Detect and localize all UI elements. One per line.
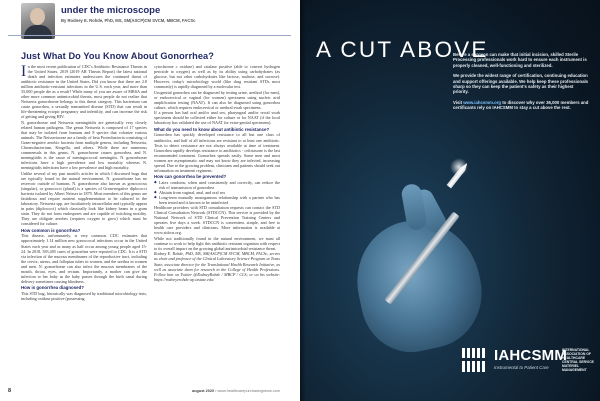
brand-tagline: Instrumental to Patient Care xyxy=(494,365,549,370)
body-paragraph: This STD bug, historically was diagnosed by traditional microbiology tests, including oxidase positive (possessing xyxy=(21,291,147,302)
body-paragraph: N. gonorrhoeae and Neisseria meningitidis are genetically very closely related human pathogens. The genus Neisseria is composed of 17 species that may be isolated from humans and 8 species that colonize various animals. The Neisseriaceae are a family of beta Proteobacteria consisting of Gram-negative aerobic bacteria from multiple genera, including Neisseria, Chromobacterium, Kingella, and others. While there are numerous commensals in this genus, N. gonorrhoeae causes gonorrhea, and N. meningitidis is the cause of meningococcal meningitis. N. gonorrhoeae infections have a high prevalence and low mortality whereas N. meningitidis infections have a low prevalence and high mortality. xyxy=(21,119,147,171)
body-paragraph: cytochrome c oxidase) and catalase positive (able to convert hydrogen peroxide to oxygen) as well as by its ability using carbohydrates (as glucose, but not other carbohydrates like lactose, maltose, and sucrose). However, today's microbiology world (like drug resistant STDs most commonly) is rapidly diagnosed by a molecular test. xyxy=(154,64,280,90)
gloved-hand xyxy=(346,209,492,362)
ad-paragraph: Before a surgeon can make that initial incision, skilled Sterile Processing professionals work hard to ensure each instrument is properly cleaned, well-functioning and sterilized. xyxy=(453,52,587,68)
blade-glint xyxy=(450,158,468,176)
list-item: ◆ Abstain from vaginal, anal, and oral sex xyxy=(154,190,280,195)
section-heading: How is gonorrhea diagnosed? xyxy=(21,285,84,291)
advertisement-page xyxy=(300,0,600,401)
body-paragraph: Healthcare providers with STD consultation requests can contact the STD Clinical Consultation Network (STDCCN). This service is provided by the National Network of STD Clinical Prevention Training Centers and operates five days a week. STDCCN is convenient, simple, and free to health care providers and clinicians. More information is available at www.stdccn.org. xyxy=(154,205,280,236)
body-paragraph: While not traditionally found in the natural environment, we must all continue to work to help fight this antibiotic resistant organism with respect to its overall impact on the growing global antimicrobial resistance threat. xyxy=(154,235,280,251)
body-paragraph: This disease, unfortunately, is very common. CDC estimates that approximately 1.14 million new gonococcal infections occur in the United States each year and as many as half occur among young people aged 15-24. In 2018, 583,405 cases of gonorrhea were reported to CDC. It is a STD via infection of the mucous membranes of the reproductive tract, including the cervix, uterus, and fallopian tubes in women, and the urethra in women and men. N. gonorrhoeae can also infect the mucous membranes of the mouth, throat, eyes, and rectum. Importantly, a mother can give the infection to her baby as the baby passes through the birth canal during delivery sometimes causing blindness. xyxy=(21,233,147,284)
brand-full-name: INTERNATIONAL ASSOCIATION OF HEALTHCARE CENTRAL SERVICE MATERIEL MANAGEMENT xyxy=(562,348,594,373)
iahcsmm-logo-icon xyxy=(460,346,489,374)
ad-body-copy xyxy=(453,52,589,116)
body-paragraph: Gonorrhea has quickly developed resistance to all but one class of antibiotics, and half of all infections are resistant to at least one antibiotic. Tests to detect resistance are not always available at time of treatment. Gonorrhea rapidly develops resistance to antibiotics - ceftriaxone is the last recommended treatment. Gonorrhea spreads easily. Some men and most women are asymptomatic and may not know they are infected, increasing spread. Due to the growing problem, clinicians and patients should seek out information on treatment regimens. xyxy=(154,132,280,173)
section-heading: How common is gonorrhea? xyxy=(21,227,81,233)
body-paragraph: If a person has had oral and/or anal sex, pharyngeal and/or rectal swab specimens should be collected either for culture or for NAAT (if the local laboratory has validated the use of NAAT for extra-genital specimens). xyxy=(154,110,280,126)
intro-paragraph xyxy=(21,64,147,120)
article-title: Just What Do You Know About Gonorrhea? xyxy=(21,51,214,61)
article-column-1 xyxy=(21,64,147,384)
prevention-list xyxy=(154,180,280,205)
article-column-2 xyxy=(154,64,280,384)
website-link[interactable]: www.iahcsmm.org xyxy=(463,99,502,105)
ad-headline: A CUT ABOVE xyxy=(316,37,489,62)
footer-site: www.healthcarepurchasingnews.com xyxy=(217,389,280,393)
column-series-title: under the microscope xyxy=(61,5,161,16)
author-bio: Rodney E. Rohde, PhD, MS, SM(ASCP)CM SVCM, MBCM, FACSc, serves as chair and professor of the Clinical Laboratory Science Program at Texas State, associate director for the Translational Health Research Initiative, as well as associate dean for research in the College of Health Professions. Follow him on Twitter @RodneyRohde / MBCP / CLS; or on his website: https://rodneyerohde.wp.txstate.edu/ xyxy=(154,251,280,282)
intro-text: n the most recent publication of CDC's Antibiotic Resistance Threats in the United States, 2019 (2019 AR Threats Report) the latest national death and infection estimates underscores the continued threat of antibiotic resistance in the United States. Did you know that there are 2.8 million antibiotic-resistant infections in the U.S. each year, and more than 35,000 people die as a result? While many of you are aware of MRSA and other more common antimicrobial threats, most people do not realize that Neisseria gonorrhoeae belongs to this threat category. This bacterium can cause gonorrhea, a sexually transmitted disease (STD) that can result in life-threatening ectopic pregnancy and infertility, and can increase the risk of getting and giving HIV. xyxy=(21,64,147,120)
list-item: ◆ Long-term mutually monogamous relationship with a partner who has been tested and is known to be uninfected xyxy=(154,195,280,205)
body-paragraph: Urogenital gonorrhea can be diagnosed by testing urine, urethral (for men), or endocervical or vaginal (for women) specimens using nucleic acid amplification testing (NAAT). It can also be diagnosed using gonorrhea culture, which requires endocervical or urethral swab specimens. xyxy=(154,89,280,110)
body-paragraph: Unlike several of my past month's articles in which I discussed bugs that are typically found in the natural environment, N. gonorrhoeae has no reservoir outside of humans. N. gonorrhoeae also known as gonococcus (singular), or gonococci (plural) is a species of Gram-negative diplococci bacteria isolated by Albert Neisser in 1879. Most members of this genus are fastidious and require nutrient supplementation to be cultured in the laboratory. Neisseria spp. are facultatively intracellular and typically appear in pairs (diplococci) which classically look like kidney beans in a gram stain. They do not form endospores and are capable of twitching motility. They are obligate aerobes (requires oxygen to grow) which must be considered for culture. xyxy=(21,170,147,227)
footer-issue: august 2020 xyxy=(192,389,215,393)
brand-name: IAHCSMM xyxy=(494,347,568,364)
drop-cap: I xyxy=(21,64,27,80)
byline: By Rodney E. Rohde, PhD, MS, SM(ASCP)CM SVCM, MBCM, FACSc xyxy=(61,18,196,23)
page-footer xyxy=(0,388,300,398)
page-number: 8 xyxy=(8,388,12,394)
section-heading: What do you need to know about antibiotic resistance? xyxy=(154,126,270,132)
list-item: ◆ Latex condoms, when used consistently and correctly, can reduce the risk of transmission of gonorrhea xyxy=(154,180,280,190)
section-heading: How can gonorrhea be prevented? xyxy=(154,174,227,180)
author-photo xyxy=(21,3,55,39)
footer-issue-site: august 2020 • www.healthcarepurchasingnews.com xyxy=(192,389,280,393)
ad-call-to-action: Visit www.iahcsmm.org to discover why over 36,000 members and certificants rely on IAHCSMM to stay a cut above the rest. xyxy=(453,99,589,111)
ad-paragraph: We provide the widest range of certification, continuing education and support offerings available. We help keep these professionals sharp so they can keep the patient's safety as their highest priority. xyxy=(453,73,589,95)
header-divider xyxy=(8,35,291,36)
